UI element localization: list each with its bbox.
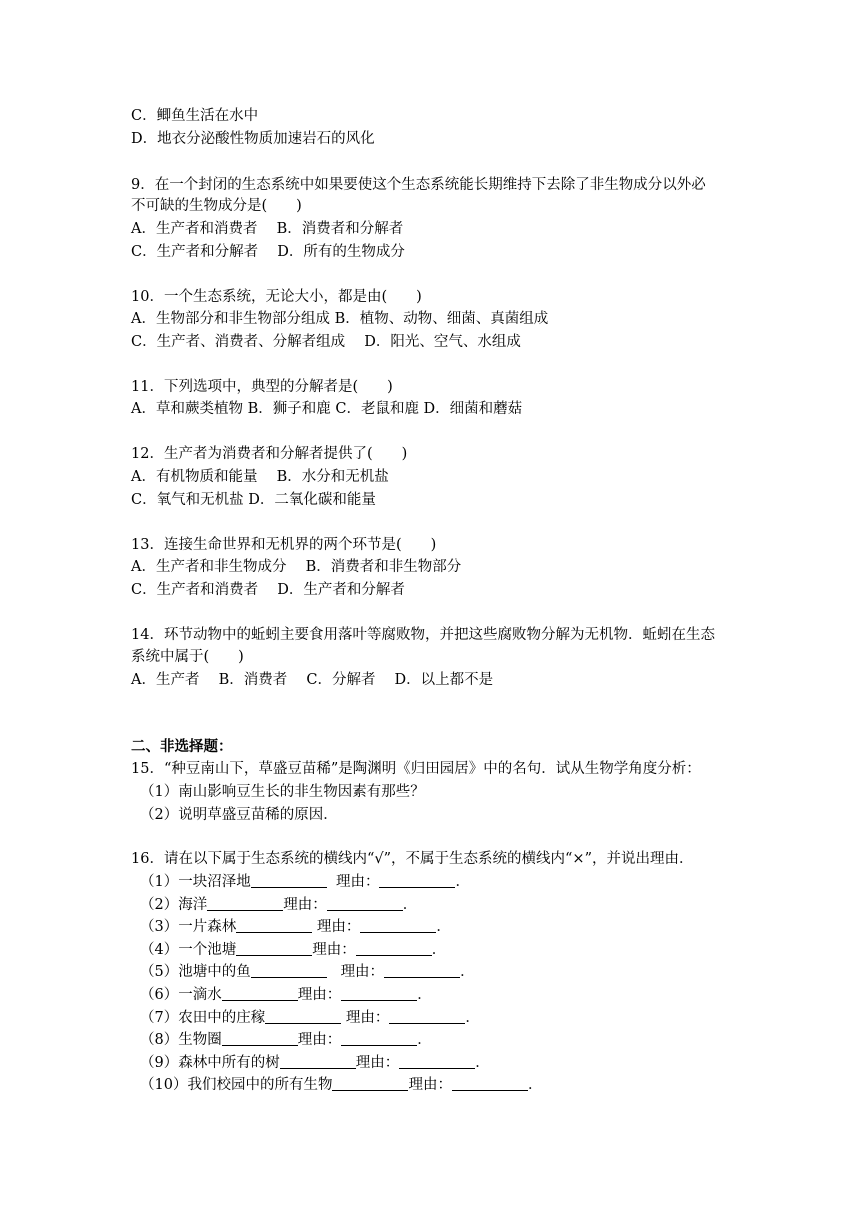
answer-blank[interactable] — [251, 873, 327, 888]
answer-blank[interactable] — [236, 918, 312, 933]
answer-blank[interactable] — [222, 1031, 298, 1046]
q10-options-ab: A．生物部分和非生物部分组成 B．植物、动物、细菌、真菌组成 — [131, 311, 549, 327]
answer-blank[interactable] — [236, 941, 312, 956]
q9-stem-line2: 不可缺的生物成分是( ) — [131, 198, 302, 214]
q10-stem: 10．一个生态系统，无论大小，都是由( ) — [131, 289, 422, 305]
end-punctuation: ． — [417, 987, 432, 1003]
q14-stem-line1: 14．环节动物中的蚯蚓主要食用落叶等腐败物，并把这些腐败物分解为无机物．蚯蚓在生态 — [131, 627, 715, 643]
end-punctuation: ． — [475, 1054, 490, 1071]
reason-blank[interactable] — [360, 918, 436, 933]
q9-options-cd: C．生产者和分解者 D．所有的生物成分 — [131, 244, 405, 260]
q16-item-label: （4）一个池塘 — [140, 941, 237, 958]
answer-blank[interactable] — [207, 896, 283, 911]
q16-item-row — [140, 895, 417, 915]
q16-item-row — [140, 1008, 480, 1028]
q9-stem-line1: 9．在一个封闭的生态系统中如果要使这个生态系统能长期维持下去除了非生物成分以外必 — [131, 177, 706, 193]
spacing — [327, 874, 336, 890]
q12-options-cd: C．氧气和无机盐 D．二氧化碳和能量 — [131, 492, 376, 508]
q11-stem: 11．下列选项中，典型的分解者是( ) — [131, 379, 393, 395]
q16-item-label: （7）农田中的庄稼 — [140, 1009, 266, 1026]
q13-options-cd: C．生产者和消费者 D．生产者和分解者 — [131, 582, 405, 598]
q15-subquestion-1: （1）南山影响豆生长的非生物因素有那些？ — [140, 784, 425, 800]
reason-label: 理由： — [345, 1009, 390, 1026]
end-punctuation: ． — [436, 919, 451, 936]
q16-item-row — [140, 940, 446, 960]
end-punctuation: ． — [455, 874, 470, 890]
reason-label: 理由： — [297, 1032, 342, 1049]
answer-blank[interactable] — [265, 1009, 341, 1024]
section-heading-nonchoice: 二、非选择题： — [131, 738, 233, 755]
end-punctuation: ． — [417, 1032, 432, 1049]
reason-label: 理由： — [312, 941, 356, 958]
q13-stem: 13．连接生命世界和无机界的两个环节是( ) — [131, 537, 437, 553]
q13-options-ab: A．生产者和非生物成分 B．消费者和非生物部分 — [131, 559, 462, 575]
reason-label: 理由： — [408, 1077, 452, 1094]
reason-label: 理由： — [297, 987, 342, 1003]
q16-item-label: （6）一滴水 — [140, 987, 222, 1003]
q12-options-ab: A．有机物质和能量 B．水分和无机盐 — [131, 469, 389, 485]
q16-item-label: （1）一块沼泽地 — [140, 874, 251, 890]
end-punctuation: ． — [465, 1009, 480, 1026]
q16-item-row — [140, 917, 451, 937]
q14-options: A．生产者 B．消费者 C．分解者 D．以上都不是 — [131, 672, 494, 688]
answer-blank[interactable] — [280, 1054, 356, 1069]
reason-label: 理由： — [283, 896, 327, 913]
q10-options-cd: C．生产者、消费者、分解者组成 D．阳光、空气、水组成 — [131, 334, 521, 350]
q12-stem: 12．生产者为消费者和分解者提供了( ) — [131, 446, 408, 462]
answer-blank[interactable] — [222, 986, 298, 1001]
q16-stem: 16．请在以下属于生态系统的横线内“√”，不属于生态系统的横线内“×”，并说出理由． — [131, 851, 694, 867]
q14-stem-line2: 系统中属于( ) — [131, 649, 244, 665]
answer-blank[interactable] — [251, 963, 327, 978]
q9-options-ab: A．生产者和消费者 B．消费者和分解者 — [131, 221, 404, 237]
reason-blank[interactable] — [327, 896, 403, 911]
q11-options: A．草和蕨类植物 B．狮子和鹿 C．老鼠和鹿 D．细菌和蘑菇 — [131, 401, 523, 417]
reason-label: 理由： — [335, 874, 380, 890]
reason-blank[interactable] — [356, 941, 432, 956]
q16-item-label: （3）一片森林 — [140, 919, 237, 936]
q8-option-c: C．鲫鱼生活在水中 — [131, 108, 259, 124]
end-punctuation: ． — [431, 941, 447, 958]
q16-item-row — [140, 1030, 432, 1050]
reason-blank[interactable] — [452, 1076, 528, 1091]
reason-label: 理由： — [355, 1054, 400, 1071]
reason-label: 理由： — [340, 964, 385, 981]
q16-item-row — [140, 962, 475, 982]
q15-subquestion-2: （2）说明草盛豆苗稀的原因． — [140, 807, 338, 823]
q16-item-label: （9）森林中所有的树 — [140, 1054, 280, 1071]
q16-item-row — [140, 1075, 542, 1095]
reason-blank[interactable] — [399, 1054, 475, 1069]
end-punctuation: ． — [460, 964, 475, 981]
reason-blank[interactable] — [389, 1009, 465, 1024]
end-punctuation: ． — [402, 896, 418, 913]
reason-blank[interactable] — [384, 963, 460, 978]
q16-item-row — [140, 1053, 490, 1073]
q16-item-row — [140, 872, 470, 892]
reason-label: 理由： — [316, 919, 361, 936]
reason-blank[interactable] — [341, 986, 417, 1001]
spacing — [327, 964, 341, 980]
answer-blank[interactable] — [332, 1076, 408, 1091]
reason-blank[interactable] — [341, 1031, 417, 1046]
q16-item-label: （2）海洋 — [140, 896, 208, 913]
reason-blank[interactable] — [379, 873, 455, 888]
q8-option-d: D．地衣分泌酸性物质加速岩石的风化 — [131, 131, 375, 147]
end-punctuation: ． — [527, 1077, 543, 1094]
q15-stem: 15．“种豆南山下，草盛豆苗稀”是陶渊明《归田园居》中的名句．试从生物学角度分析： — [131, 761, 701, 777]
q16-item-label: （5）池塘中的鱼 — [140, 964, 251, 981]
q16-item-row — [140, 985, 432, 1005]
q16-item-label: （8）生物圈 — [140, 1032, 222, 1049]
q16-item-label: （10）我们校园中的所有生物 — [140, 1077, 333, 1094]
